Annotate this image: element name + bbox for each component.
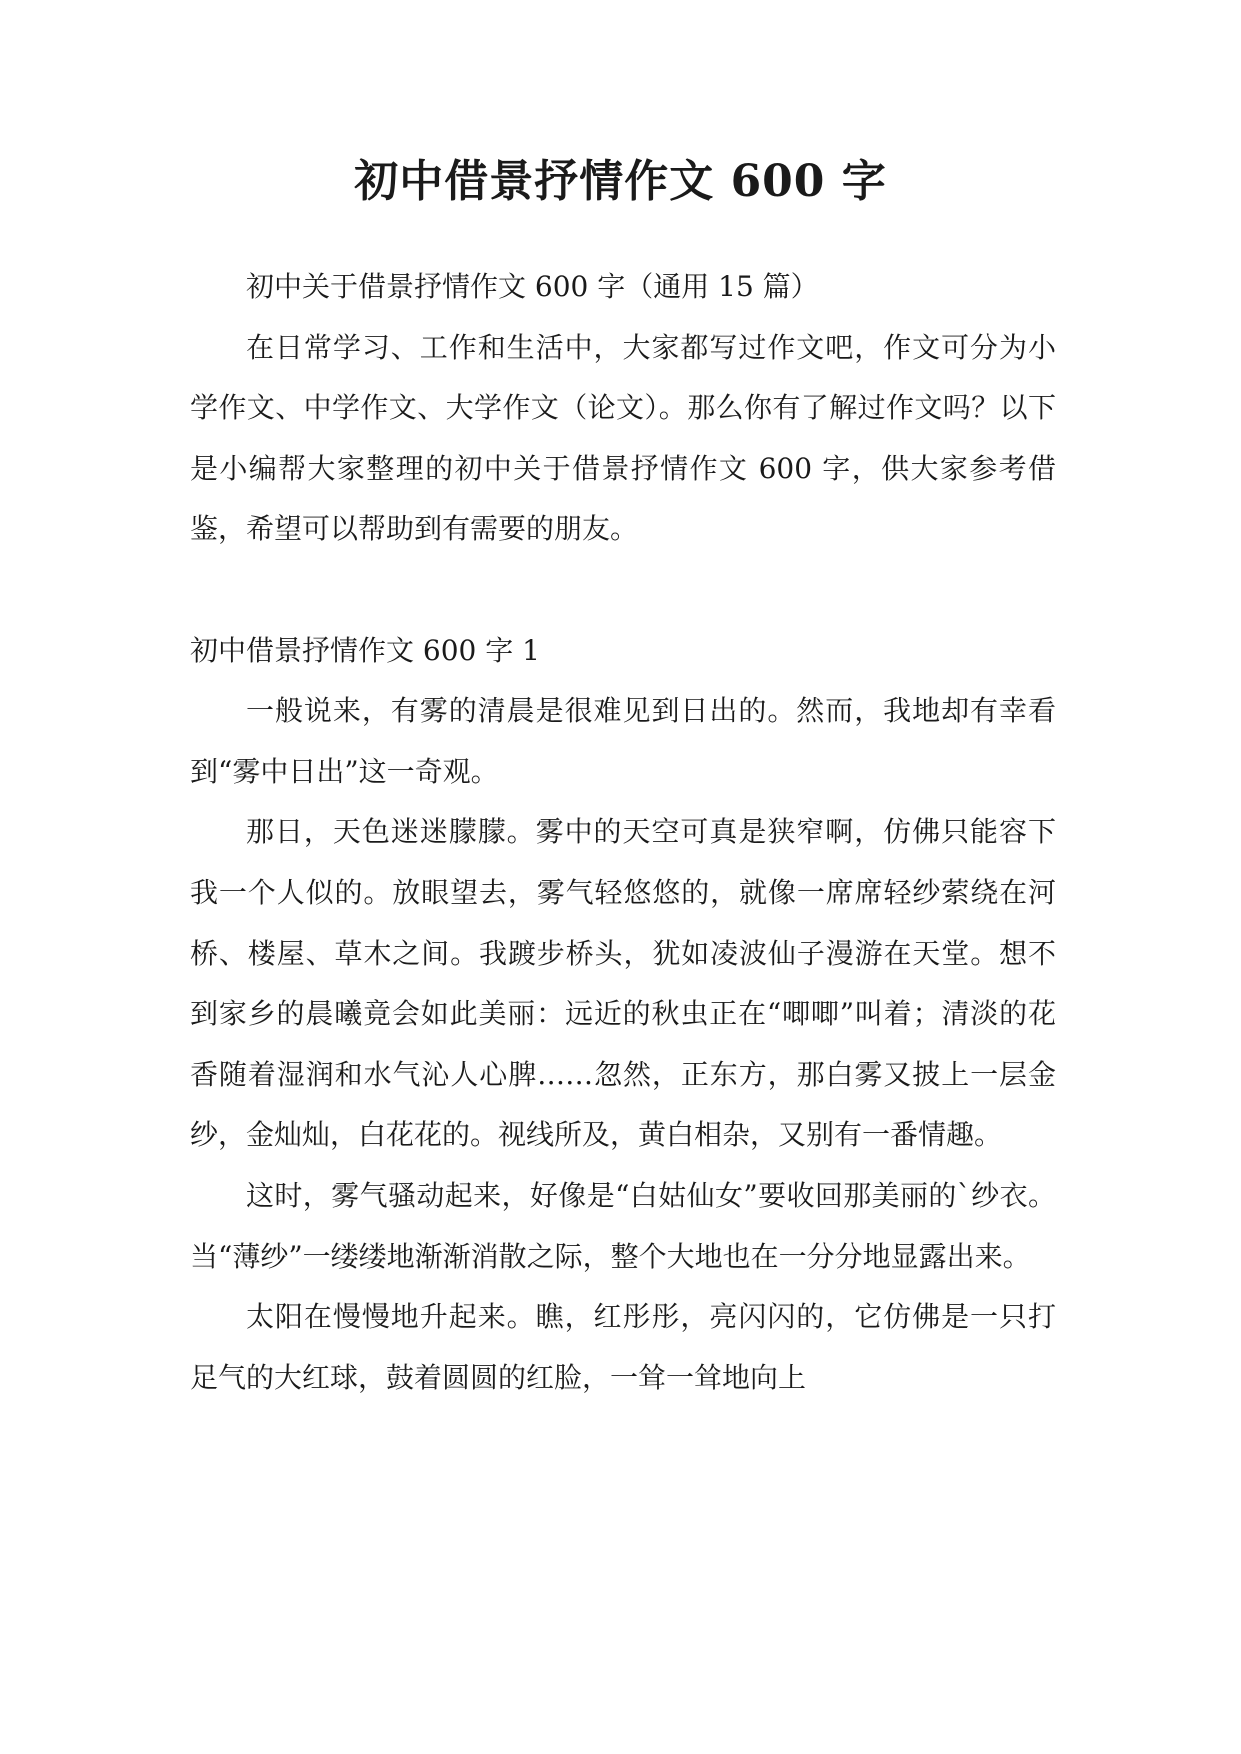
document-title: 初中借景抒情作文 600 字: [354, 156, 887, 207]
body-paragraph-4: 太阳在慢慢地升起来。瞧，红彤彤，亮闪闪的，它仿佛是一只打足气的大红球，鼓着圆圆的红脸，一耸一耸地向上: [190, 1300, 1056, 1394]
body-paragraph-3: 这时，雾气骚动起来，好像是“白姑仙女”要收回那美丽的`纱衣。当“薄纱”一缕缕地渐渐消散之际，整个大地也在一分分地显露出来。: [190, 1178, 1056, 1273]
body-paragraph-1: 一般说来，有雾的清晨是很难见到日出的。然而，我地却有幸看到“雾中日出”这一奇观。: [190, 694, 1056, 788]
document-subtitle: 初中关于借景抒情作文 600 字（通用 15 篇）: [246, 270, 819, 303]
document-body: [190, 257, 1056, 1408]
section-heading: 初中借景抒情作文 600 字 1: [190, 633, 540, 667]
intro-paragraph: 在日常学习、工作和生活中，大家都写过作文吧，作文可分为小学作文、中学作文、大学作文（论文）。那么你有了解过作文吗？以下是小编帮大家整理的初中关于借景抒情作文 600 字，供大家参考借鉴，希望可以帮助到有需要的朋友。: [190, 330, 1056, 546]
paragraph-spacer: [190, 560, 1056, 621]
body-paragraph-2: 那日，天色迷迷朦朦。雾中的天空可真是狭窄啊，仿佛只能容下我一个人似的。放眼望去，雾气轻悠悠的，就像一席席轻纱萦绕在河桥、楼屋、草木之间。我踱步桥头，犹如凌波仙子漫游在天堂。想不到家乡的晨曦竟会如此美丽：远近的秋虫正在“唧唧”叫着；清淡的花香随着湿润和水气沁人心脾……忽然，正东方，那白雾又披上一层金纱，金灿灿，白花花的。视线所及，黄白相杂，又别有一番情趣。: [190, 815, 1056, 1152]
